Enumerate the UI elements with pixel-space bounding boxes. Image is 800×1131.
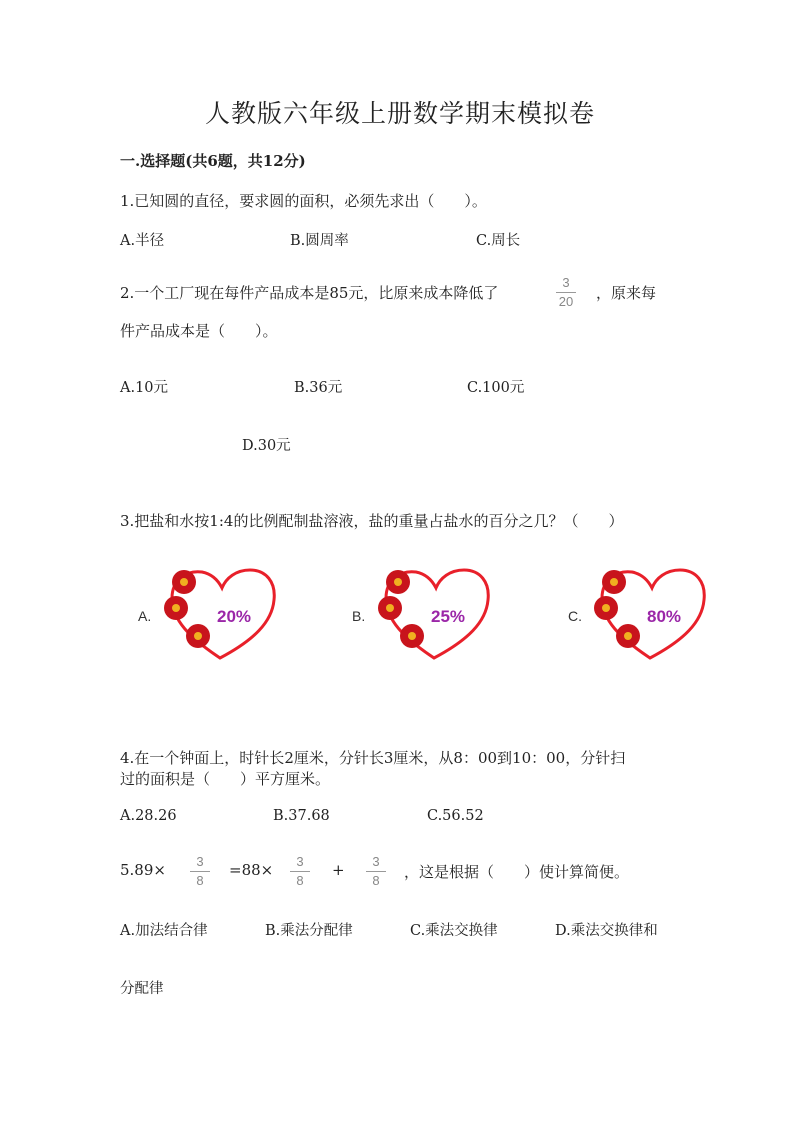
q5-option-c[interactable]: C.乘法交换律 <box>410 923 498 939</box>
question-5-equals: =88× <box>229 861 274 879</box>
q5-option-b[interactable]: B.乘法分配律 <box>265 923 353 939</box>
fraction-denominator: 8 <box>196 873 204 888</box>
q2-option-b[interactable]: B.36元 <box>294 380 343 396</box>
q2-fraction <box>554 276 578 309</box>
q5-fraction-2 <box>288 855 312 888</box>
flower-cluster-icon <box>164 570 210 648</box>
q4-option-a[interactable]: A.28.26 <box>120 808 177 824</box>
q3-option-b-heart-image[interactable] <box>364 562 494 666</box>
q3-option-a-heart-image[interactable] <box>150 562 280 666</box>
percent-text: 20% <box>216 607 252 626</box>
q4-option-c[interactable]: C.56.52 <box>427 808 484 824</box>
q3-option-c-label[interactable]: C. <box>568 608 582 624</box>
question-4-text-line2: 过的面积是（ ）平方厘米。 <box>120 770 331 788</box>
question-3-text: 3.把盐和水按1:4的比例配制盐溶液，盐的重量占盐水的百分之几？（ ） <box>120 512 624 530</box>
q5-option-a[interactable]: A.加法结合律 <box>120 923 208 939</box>
fraction-numerator: 3 <box>296 854 304 869</box>
fraction-numerator: 3 <box>372 854 380 869</box>
flower-cluster-icon <box>594 570 640 648</box>
q5-fraction-1 <box>188 855 212 888</box>
fraction-numerator: 3 <box>196 854 204 869</box>
q4-option-b[interactable]: B.37.68 <box>273 808 330 824</box>
q3-option-a-label[interactable]: A. <box>138 608 152 624</box>
question-5-plus: + <box>332 861 345 879</box>
flower-cluster-icon <box>378 570 424 648</box>
q2-option-a[interactable]: A.10元 <box>120 380 169 396</box>
q3-option-c-heart-image[interactable] <box>580 562 710 666</box>
q2-option-c[interactable]: C.100元 <box>467 380 525 396</box>
fraction-denominator: 8 <box>372 873 380 888</box>
q1-option-b[interactable]: B.圆周率 <box>290 233 349 249</box>
question-5-suffix: ，这是根据（ ）使计算简便。 <box>404 863 630 881</box>
q5-option-d[interactable]: D.乘法交换律和 <box>555 923 658 939</box>
q2-option-d[interactable]: D.30元 <box>242 438 291 454</box>
q5-fraction-3 <box>364 855 388 888</box>
q3-option-b-label[interactable]: B. <box>352 608 366 624</box>
section-heading: 一.选择题(共6题，共12分) <box>120 152 306 170</box>
question-2-text-cont: ，原来每 <box>596 284 657 302</box>
question-4-text: 4.在一个钟面上，时针长2厘米，分针长3厘米，从8：00到10：00，分针扫 <box>120 749 626 767</box>
q1-option-a[interactable]: A.半径 <box>120 233 165 249</box>
question-1-text: 1.已知圆的直径，要求圆的面积，必须先求出（ ）。 <box>120 192 487 210</box>
fraction-numerator: 3 <box>562 275 570 290</box>
question-2-text-line2: 件产品成本是（ ）。 <box>120 322 278 340</box>
q1-option-c[interactable]: C.周长 <box>476 233 521 249</box>
question-5-prefix: 5.89× <box>120 861 166 879</box>
fraction-denominator: 20 <box>558 294 574 309</box>
question-2-text: 2.一个工厂现在每件产品成本是85元，比原来成本降低了 <box>120 284 499 302</box>
percent-text: 25% <box>430 607 466 626</box>
percent-text: 80% <box>646 607 682 626</box>
fraction-denominator: 8 <box>296 873 304 888</box>
page-title: 人教版六年级上册数学期末模拟卷 <box>204 99 595 128</box>
q5-option-d-cont[interactable]: 分配律 <box>120 981 164 997</box>
